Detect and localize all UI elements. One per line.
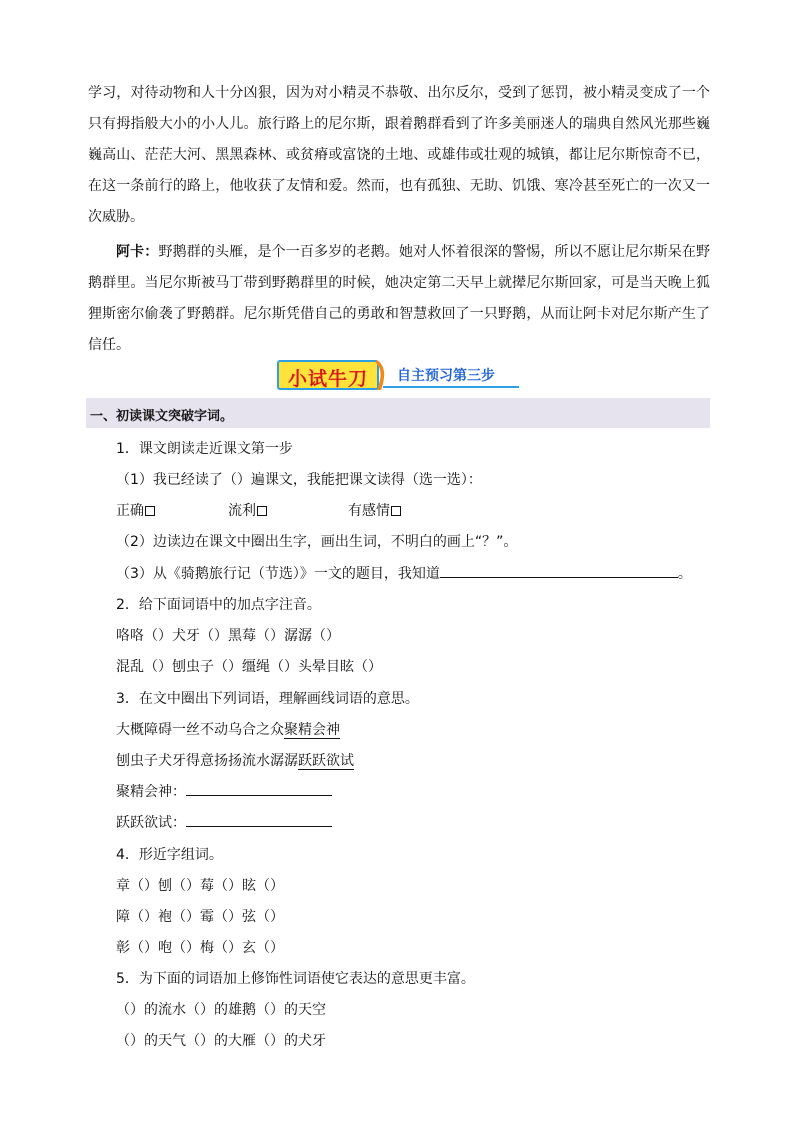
- q1-option-fluent-label: 流利: [228, 503, 256, 519]
- q3-row2-underlined: 跃跃欲试: [298, 753, 354, 769]
- q1-option-correct-label: 正确: [116, 503, 144, 519]
- q3-def1-label: 聚精会神：: [116, 784, 186, 800]
- q3-row2-words: 刨虫子犬牙得意扬扬流水潺潺: [116, 753, 298, 769]
- q3-row1: [116, 719, 340, 739]
- banner-subtitle: 自主预习第三步: [397, 368, 495, 384]
- q5-row1: （）的流水（）的雄鹅（）的天空: [116, 1002, 326, 1018]
- checkbox-icon[interactable]: [391, 506, 401, 516]
- q3-def1: [116, 781, 332, 801]
- q3-row1-words: 大概障碍一丝不动乌合之众: [116, 722, 284, 738]
- answer-blank[interactable]: [186, 781, 332, 796]
- intro-text: [88, 78, 710, 361]
- q4-row1: 章（）刨（）莓（）眩（）: [116, 878, 284, 894]
- intro-paragraph-akka: [88, 237, 710, 361]
- q1-option-emotion-label: 有感情: [348, 503, 390, 519]
- section-heading-bar: [86, 398, 710, 428]
- section-heading: 一、初读课文突破字词。: [90, 409, 234, 424]
- q1-title: 1．课文朗读走近课文第一步: [116, 441, 293, 457]
- q3-title: 3．在文中圈出下列词语，理解画线词语的意思。: [116, 691, 419, 707]
- banner-tag: [277, 360, 379, 390]
- q2-row2: 混乱（）刨虫子（）缰绳（）头晕目眩（）: [116, 659, 382, 675]
- banner-underline: [383, 386, 519, 388]
- checkbox-icon[interactable]: [145, 506, 155, 516]
- q4-title: 4．形近字组词。: [116, 847, 223, 863]
- q2-title: 2．给下面词语中的加点字注音。: [116, 597, 321, 613]
- q1-option-correct: [116, 500, 155, 520]
- q3-def2: [116, 812, 332, 832]
- section-banner: [273, 358, 523, 394]
- intro-paragraph-nils: 学习，对待动物和人十分凶狠，因为对小精灵不恭敬、出尔反尔，受到了惩罚，被小精灵变成了一个只有拇指般大小的小人儿。旅行路上的尼尔斯，跟着鹅群看到了许多美丽迷人的瑞典自然风光那些巍巍高山、茫茫大河、黑黑森林、或贫瘠或富饶的土地、或雄伟或壮观的城镇，都让尼尔斯惊奇不已，在这一条前行的路上，他收获了友情和爱。然而，也有孤独、无助、饥饿、寒冷甚至死亡的一次又一次威胁。: [88, 85, 710, 225]
- q1-step3-end: 。: [677, 566, 692, 582]
- q1-step1: （1）我已经读了（）遍课文，我能把课文读得（选一选）：: [116, 472, 482, 488]
- akka-label: 阿卡：: [116, 244, 159, 260]
- q5-title: 5．为下面的词语加上修饰性词语使它表达的意思更丰富。: [116, 971, 475, 987]
- q3-def2-label: 跃跃欲试：: [116, 815, 186, 831]
- akka-description: 野鹅群的头雁，是个一百多岁的老鹅。她对人怀着很深的警惕，所以不愿让尼尔斯呆在野鹅群里。当尼尔斯被马丁带到野鹅群里的时候，她决定第二天早上就撵尼尔斯回家，可是当天晚上狐狸斯密尔偷袭了野鹅群。尼尔斯凭借自己的勇敢和智慧救回了一只野鹅，从而让阿卡对尼尔斯产生了信任。: [88, 244, 711, 353]
- q4-row2: 障（）袍（）霉（）弦（）: [116, 909, 284, 925]
- banner-title: 小试牛刀: [287, 368, 368, 390]
- q2-row1: 咯咯（）犬牙（）黑莓（）潺潺（）: [116, 628, 340, 644]
- q3-row1-underlined: 聚精会神: [284, 722, 340, 738]
- q1-step3: [116, 563, 692, 583]
- q4-row3: 彰（）咆（）梅（）玄（）: [116, 940, 284, 956]
- answer-blank[interactable]: [186, 812, 332, 827]
- q3-row2: [116, 750, 354, 770]
- q1-step2: （2）边读边在课文中圈出生字，画出生词，不明白的画上“？”。: [116, 534, 518, 550]
- q1-option-emotion: [348, 500, 401, 520]
- q5-row2: （）的天气（）的大雁（）的犬牙: [116, 1033, 326, 1049]
- q1-step3-text: （3）从《骑鹅旅行记（节选）》一文的题目，我知道: [116, 566, 440, 582]
- checkbox-icon[interactable]: [257, 506, 267, 516]
- q1-option-fluent: [228, 500, 267, 520]
- answer-blank[interactable]: [440, 563, 678, 578]
